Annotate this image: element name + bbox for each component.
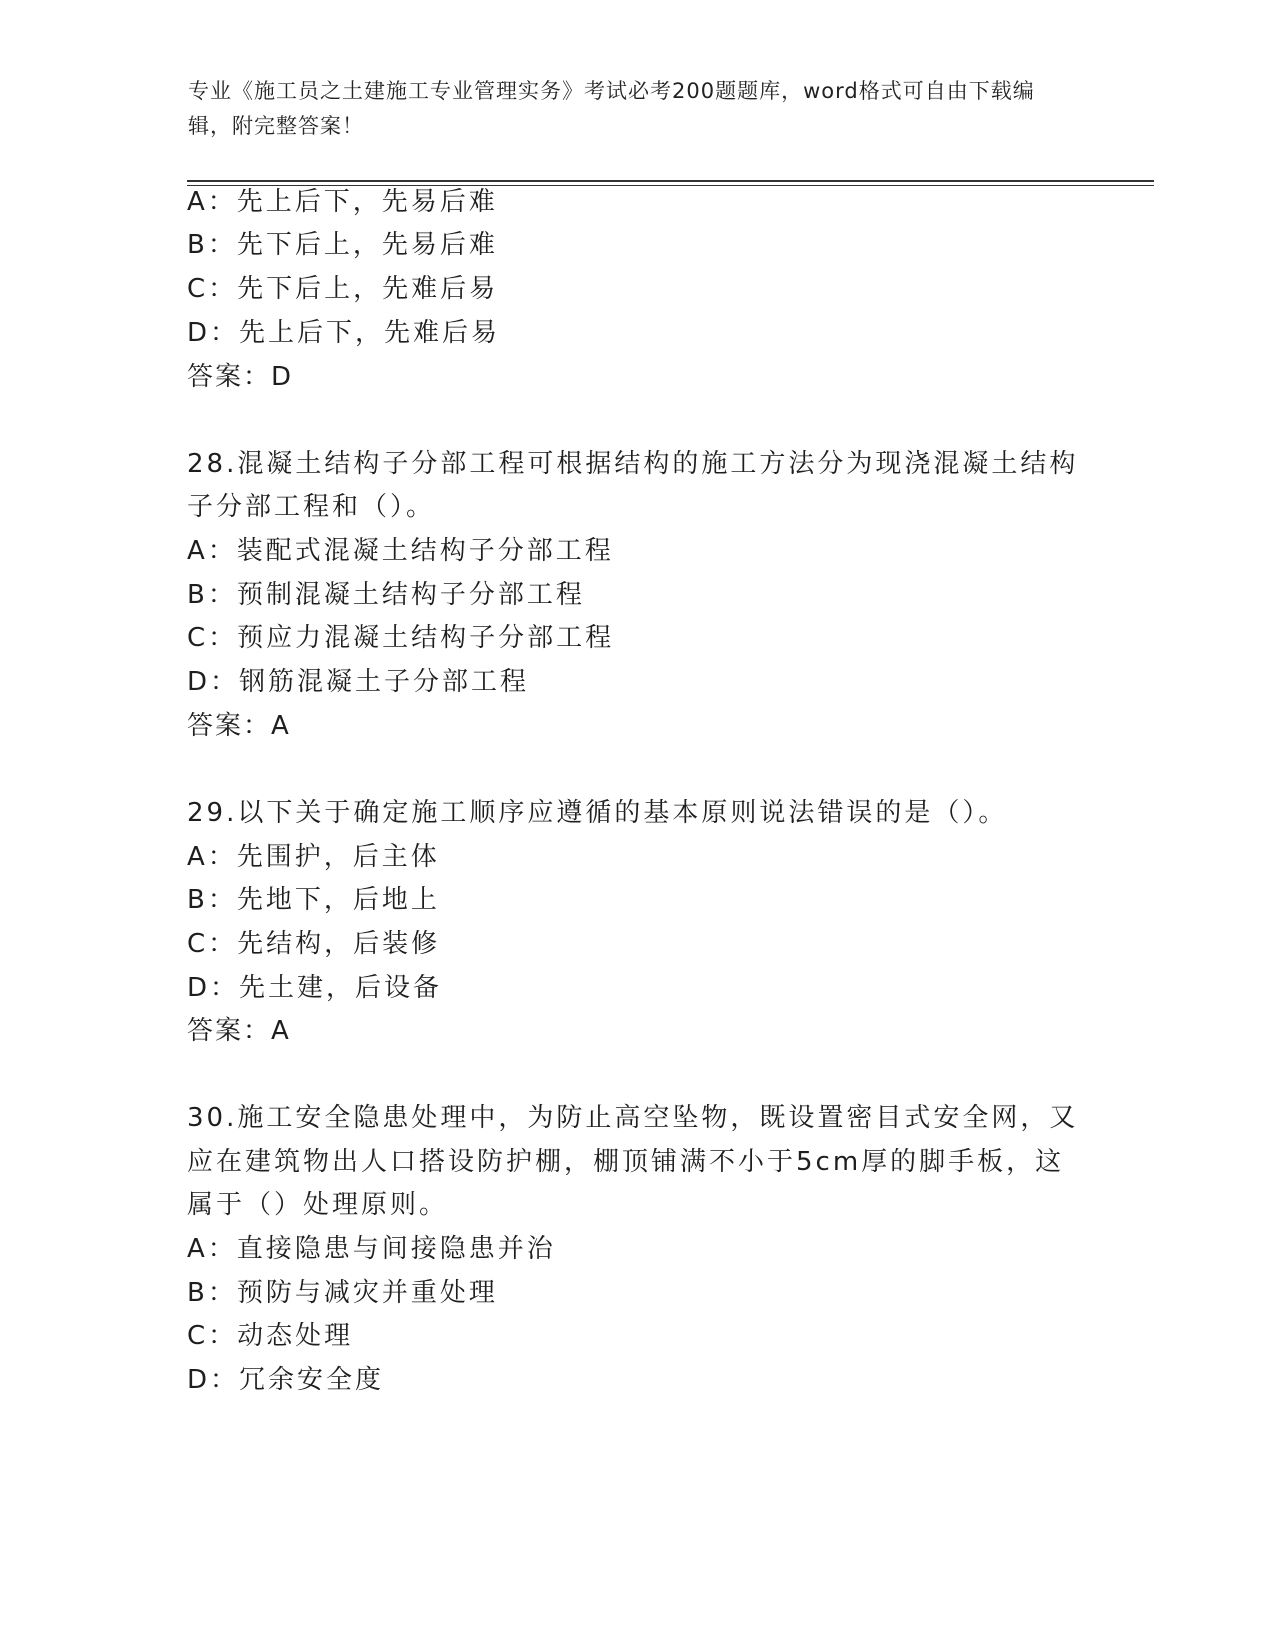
q29-option-a: A：先围护，后主体 xyxy=(187,842,440,872)
q28-answer: 答案：A xyxy=(187,711,291,741)
q28-stem-line-1: 28.混凝土结构子分部工程可根据结构的施工方法分为现浇混凝土结构 xyxy=(187,449,1079,479)
q30-stem-line-2: 应在建筑物出人口搭设防护棚，棚顶铺满不小于5cm厚的脚手板，这 xyxy=(187,1147,1065,1177)
q30-option-d: D：冗余安全度 xyxy=(187,1365,385,1395)
q28-option-c: C：预应力混凝土结构子分部工程 xyxy=(187,623,615,653)
q28-option-a: A：装配式混凝土结构子分部工程 xyxy=(187,536,614,566)
q27-option-c: C：先下后上，先难后易 xyxy=(187,274,499,304)
q30-option-a: A：直接隐患与间接隐患并治 xyxy=(187,1234,556,1264)
q29-option-d: D：先土建，后设备 xyxy=(187,973,443,1003)
q29-option-c: C：先结构，后装修 xyxy=(187,929,441,959)
q30-stem-line-3: 属于（）处理原则。 xyxy=(187,1190,449,1220)
document-header: 专业《施工员之土建施工专业管理实务》考试必考200题题库，word格式可自由下载编辑，附完整答案！ xyxy=(188,79,1035,138)
q28-stem-line-2: 子分部工程和（）。 xyxy=(187,492,436,522)
q27-option-d: D：先上后下，先难后易 xyxy=(187,318,501,348)
q27-option-b: B：先下后上，先易后难 xyxy=(187,230,498,260)
q28-option-b: B：预制混凝土结构子分部工程 xyxy=(187,580,585,610)
q29-option-b: B：先地下，后地上 xyxy=(187,885,440,915)
q29-stem-line-1: 29.以下关于确定施工顺序应遵循的基本原则说法错误的是（）。 xyxy=(187,798,1008,828)
q30-stem-line-1: 30.施工安全隐患处理中，为防止高空坠物，既设置密目式安全网，又 xyxy=(187,1103,1079,1133)
q27-option-a: A：先上后下，先易后难 xyxy=(187,187,498,217)
header-divider-thick xyxy=(187,180,1154,182)
q29-answer: 答案：A xyxy=(187,1016,291,1046)
q30-option-c: C：动态处理 xyxy=(187,1321,354,1351)
q30-option-b: B：预防与减灾并重处理 xyxy=(187,1278,498,1308)
q28-option-d: D：钢筋混凝土子分部工程 xyxy=(187,667,530,697)
q27-answer: 答案：D xyxy=(187,362,294,392)
